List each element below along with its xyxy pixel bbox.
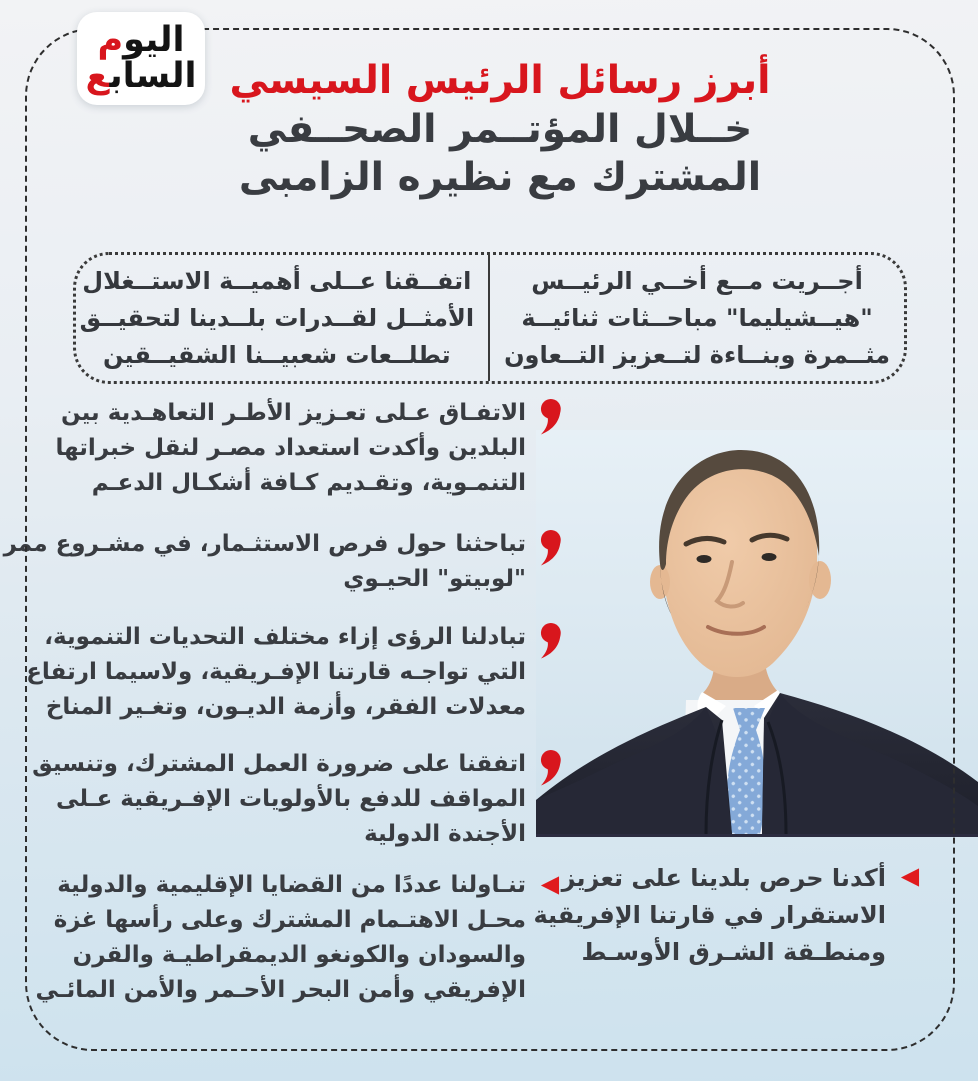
headline-line-red: أبرز رسائل الرئيس السيسي: [229, 58, 771, 103]
quote-right-line: مثــمرة وبنــاءة لتــعزيز التــعاون: [504, 340, 890, 369]
bullet-item-1: [55, 396, 563, 501]
bullet-line: معدلات الفقر، وأزمة الديـون، وتغـير المناخ: [45, 694, 526, 720]
bullet-text: [26, 620, 526, 725]
quote-left-line: الأمثــل لقــدرات بلــدينا لتحقيــق: [79, 303, 475, 332]
side-note-text: [533, 860, 886, 971]
quote-comma-icon: [536, 527, 563, 567]
bullet-line: الإفريقي وأمن البحر الأحـمر والأمن المائـي: [35, 977, 526, 1003]
logo-bottom-accent: ‍ع: [85, 55, 110, 96]
quote-comma-icon: [536, 396, 563, 436]
logo-top-accent: م: [97, 19, 124, 60]
quote-left-line: اتفــقنا عــلى أهميــة الاستــغلال: [82, 266, 472, 295]
quote-comma-icon: [536, 747, 563, 787]
bullet-line: "لوبيتو" الحيـوي: [343, 566, 526, 592]
bullet-item-4: [32, 747, 563, 852]
quote-comma-icon: [536, 620, 563, 660]
bullet-line: محـل الاهتـمام المشترك وعلى رأسها غزة: [53, 907, 526, 933]
bullet-line: اتفقنا على ضرورة العمل المشترك، وتنسيق: [32, 751, 526, 777]
bullet-text: [4, 527, 526, 597]
quote-cell-right: [488, 255, 904, 381]
portrait-illustration: [536, 430, 978, 834]
bullet-line: تباحثنا حول فرص الاستثـمار، في مشـروع ممر: [3, 531, 526, 557]
president-portrait-photo: [536, 430, 978, 837]
side-note-line: ومنطـقة الشـرق الأوسـط: [581, 938, 886, 966]
bullet-item-2: [3, 527, 563, 597]
quote-left-line: تطلــعات شعبيــنا الشقيــقين: [102, 340, 451, 369]
headline-line-3: المشترك مع نظيره الزامبى: [238, 155, 762, 200]
side-note: [533, 860, 923, 971]
youm7-logo: [77, 12, 205, 105]
logo-top-main: اليو: [123, 19, 185, 60]
headline-line-2: خــلال المؤتــمر الصحــفي: [247, 107, 753, 152]
quote-right-line: أجــريت مــع أخــي الرئيــس: [531, 266, 863, 295]
logo-bottom-main: الساب‍: [109, 55, 197, 96]
bullet-line: المواقف للدفع بالأولويات الإفـريقية عـلى: [56, 786, 526, 812]
bullet-line: تنـاولنا عددًا من القضايا الإقليمية والدولية: [57, 872, 526, 898]
quote-cell-left: [66, 255, 488, 381]
bullet-text: [55, 396, 526, 501]
bullet-item-5: [35, 868, 563, 1008]
quote-box: [73, 252, 907, 384]
bullet-line: الأجندة الدولية: [364, 821, 526, 847]
side-note-line: الاستقرار في قارتنا الإفريقية: [533, 901, 886, 929]
triangle-icon: [896, 860, 923, 888]
bullet-item-3: [26, 620, 563, 725]
logo-line-top: [97, 19, 185, 60]
bullet-text: [32, 747, 526, 852]
bullet-line: التنمـوية، وتقـديم كـافة أشكـال الدعـم: [91, 470, 526, 496]
bullet-line: الاتفـاق عـلى تعـزيز الأطـر التعاهـدية بين: [60, 400, 526, 426]
quote-right-line: "هيــشيليما" مباحــثات ثنائيــة: [521, 303, 873, 332]
headline: [185, 56, 815, 202]
bullet-text: [35, 868, 526, 1008]
bullet-line: التي تواجـه قارتنا الإفـريقية، ولاسيما ارتفاع: [26, 659, 526, 685]
bullet-line: والسودان والكونغو الديمقراطيـة والقرن: [72, 942, 526, 968]
bullet-line: البلدين وأكدت استعداد مصـر لنقل خبراتها: [55, 435, 526, 461]
side-note-line: أكدنا حرص بلدينا على تعزيز: [561, 864, 886, 892]
logo-line-bottom: [85, 55, 197, 96]
bullet-line: تبادلنا الرؤى إزاء مختلف التحديات التنموية،: [44, 624, 526, 650]
